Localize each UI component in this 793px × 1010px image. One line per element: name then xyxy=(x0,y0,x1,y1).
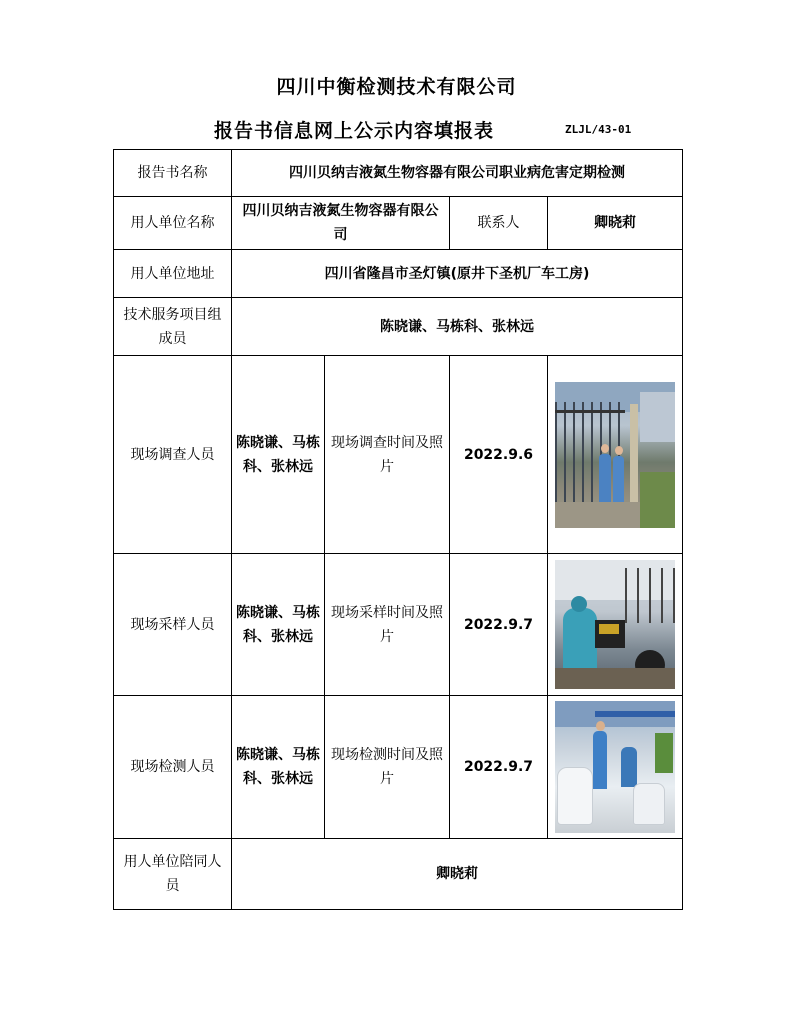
accompany-value: 卿晓莉 xyxy=(232,839,683,910)
form-title: 报告书信息网上公示内容填报表 xyxy=(214,120,495,142)
testing-photo-cell xyxy=(548,696,683,839)
accompany-label: 用人单位陪同人员 xyxy=(114,839,232,910)
team-members-value: 陈晓谦、马栋科、张林远 xyxy=(232,298,683,356)
report-info-table xyxy=(113,149,683,910)
survey-photo xyxy=(555,382,675,528)
testing-people: 陈晓谦、马栋科、张林远 xyxy=(232,696,325,839)
testing-photo xyxy=(555,701,675,833)
row-site-testing xyxy=(114,696,683,839)
testing-label: 现场检测人员 xyxy=(114,696,232,839)
sampling-photo-cell xyxy=(548,554,683,696)
survey-time-label: 现场调查时间及照片 xyxy=(325,356,450,554)
row-accompanying xyxy=(114,839,683,910)
survey-photo-cell xyxy=(548,356,683,554)
report-name-value: 四川贝纳吉液氮生物容器有限公司职业病危害定期检测 xyxy=(232,150,683,197)
employer-address-label: 用人单位地址 xyxy=(114,250,232,298)
sampling-photo xyxy=(555,560,675,689)
employer-name-label: 用人单位名称 xyxy=(114,197,232,250)
survey-date: 2022.9.6 xyxy=(450,356,548,554)
row-report-name xyxy=(114,150,683,197)
row-team-members xyxy=(114,298,683,356)
employer-address-value: 四川省隆昌市圣灯镇(原井下圣机厂车工房) xyxy=(232,250,683,298)
testing-time-label: 现场检测时间及照片 xyxy=(325,696,450,839)
company-name: 四川中衡检测技术有限公司 xyxy=(276,76,517,98)
survey-people: 陈晓谦、马栋科、张林远 xyxy=(232,356,325,554)
report-name-label: 报告书名称 xyxy=(114,150,232,197)
row-site-sampling xyxy=(114,554,683,696)
sampling-time-label: 现场采样时间及照片 xyxy=(325,554,450,696)
survey-label: 现场调查人员 xyxy=(114,356,232,554)
sampling-label: 现场采样人员 xyxy=(114,554,232,696)
row-employer-address xyxy=(114,250,683,298)
testing-date: 2022.9.7 xyxy=(450,696,548,839)
form-code: ZLJL/43-01 xyxy=(565,123,632,136)
team-members-label: 技术服务项目组成员 xyxy=(114,298,232,356)
row-employer-name xyxy=(114,197,683,250)
sampling-people: 陈晓谦、马栋科、张林远 xyxy=(232,554,325,696)
contact-value: 卿晓莉 xyxy=(548,197,683,250)
employer-name-value: 四川贝纳吉液氮生物容器有限公司 xyxy=(232,197,450,250)
row-site-survey xyxy=(114,356,683,554)
contact-label: 联系人 xyxy=(450,197,548,250)
sampling-date: 2022.9.7 xyxy=(450,554,548,696)
